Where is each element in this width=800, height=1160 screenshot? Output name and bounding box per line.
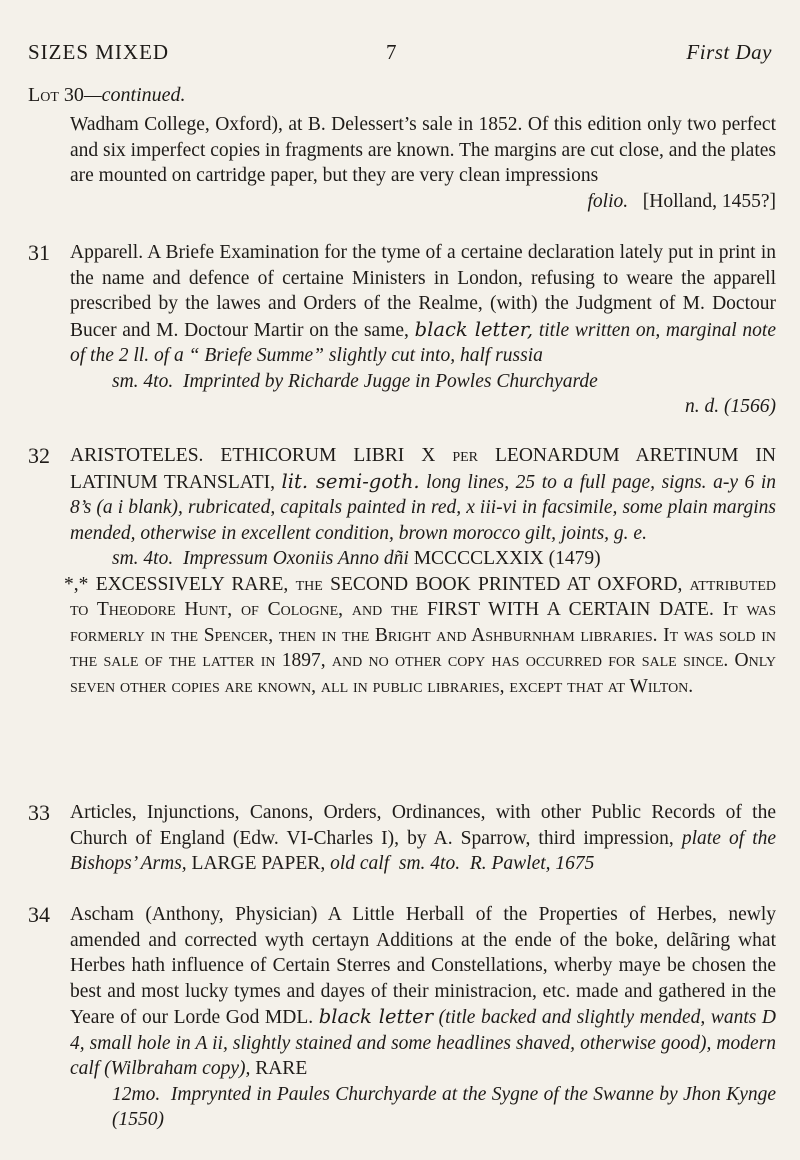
lot-31-imprint: Imprinted by Richarde Jugge in Powles Churchyarde bbox=[182, 370, 598, 392]
lot-32-description: long lines, 25 to a full page, signs. a-y 6 in 8’s (a i blank), rubricated, capitals painted in red, x iii-vi in facsimile, some plain margins mended, otherwise in excellent condition, brown morocco gilt, joints, g. e. bbox=[70, 471, 777, 544]
lot-33-size: sm. 4to. bbox=[398, 853, 461, 874]
lot-33 bbox=[28, 800, 776, 877]
lot-32-note: EXCESSIVELY RARE, the SECOND BOOK PRINTED AT OXFORD, attributed to Theodore Hunt, of Cologne, and the FIRST WITH A CERTAIN DATE. It was formerly in the Spencer, then in the Bright and Ashburnham libraries. It was sold in the sale of the latter in 1897, and no other copy has occurred for sale since. Only seven other copies are known, all in public libraries, except that at Wilton. bbox=[70, 573, 776, 697]
lot-34-imprint: Imprynted in Paules Churchyarde at the Sygne of the Swanne by Jhon Kynge bbox=[170, 1083, 777, 1105]
lot-33-plate: plate of the Bishops’ Arms, bbox=[70, 827, 777, 874]
lot-30-continuation bbox=[28, 112, 776, 214]
lot-number: 34 bbox=[28, 902, 50, 927]
lot-number: 31 bbox=[28, 240, 50, 265]
running-head bbox=[28, 40, 772, 70]
lot-number: 32 bbox=[28, 443, 50, 468]
lot-number: 33 bbox=[28, 800, 50, 825]
lot-34 bbox=[28, 902, 776, 1133]
lot-31-title: Apparell. A Briefe Examination for the tyme of a certaine declaration lately put in print in the name and defence of certaine Ministers in London, refusing to weare the apparell prescribed by the lawes and Orders of the Realme, (with) the Judgment of M. Doctour Bucer and M. Doctour Martir on the same, bbox=[70, 242, 776, 341]
lot-31-date: n. d. (1566) bbox=[685, 396, 776, 417]
lot-33-imprint: R. Pawlet, 1675 bbox=[469, 853, 595, 874]
lot-32-imprint: Impressum Oxoniis Anno dñi bbox=[182, 548, 409, 569]
lot-34-description: (title backed and slightly mended, wants D 4, small hole in A ii, slightly stained and some headlines shaved, otherwise good), modern calf (Wilbraham copy), bbox=[70, 1007, 777, 1079]
lot-34-date: (1550) bbox=[112, 1109, 164, 1130]
page-number: 7 bbox=[386, 40, 397, 64]
note-mark: *,* bbox=[64, 573, 89, 595]
lot-32-date: MCCCCLXXIX (1479) bbox=[413, 548, 601, 569]
lot-32 bbox=[28, 443, 776, 699]
lot-34-rarity: RARE bbox=[255, 1058, 308, 1079]
lot-34-black-letter: black letter bbox=[318, 1005, 434, 1028]
lot-32-letter: lit. semi-goth. bbox=[281, 469, 420, 493]
lot-30-text: Wadham College, Oxford), at B. Delessert’s sale in 1852. Of this edition only two perfect and six imperfect copies in fragments are known. The margins are cut close, and the plates are mounted on cartridge paper, but they are very clean impressions bbox=[70, 114, 776, 186]
lot-header bbox=[28, 84, 186, 107]
running-head-day: First Day bbox=[686, 40, 772, 64]
lot-33-title: Articles, Injunctions, Canons, Orders, Ordinances, with other Public Records of the Church of England (Edw. VI-Charles I), by A. Sparrow, third impression, bbox=[70, 802, 776, 849]
lot-30-size: folio. bbox=[587, 190, 629, 212]
lot-continued: —continued. bbox=[83, 84, 186, 106]
lot-31-description: title written on, marginal note of the 2 ll. of a “ Briefe Summe” slightly cut into, half russia bbox=[70, 319, 777, 366]
lot-34-title: Ascham (Anthony, Physician) A Little Herball of the Properties of Herbes, newly amended and corrected wyth certayn Additions at the ende of the boke, delãring what Herbes hath influence of Certain Sterres and Constellations, wherby maye be chosen the best and most lucky tymes and dayes of their ministracion, etc. made and gathered in the Yeare of our Lorde God MDL. bbox=[70, 904, 776, 1028]
lot-30-imprint: [Holland, 1455?] bbox=[642, 190, 776, 212]
lot-31-black-letter: black letter, bbox=[414, 317, 534, 341]
lot-34-size: 12mo. bbox=[112, 1083, 161, 1105]
lot-31-size: sm. 4to. bbox=[112, 370, 174, 392]
lot-32-title: ARISTOTELES. ETHICORUM LIBRI X per LEONARDUM ARETINUM IN LATINUM TRANSLATI, bbox=[70, 445, 776, 493]
running-head-section: SIZES MIXED bbox=[28, 40, 170, 64]
lot-33-binding: old calf bbox=[330, 853, 390, 874]
lot-label: Lot 30 bbox=[28, 84, 84, 106]
lot-32-size: sm. 4to. bbox=[112, 548, 174, 569]
lot-33-paper: LARGE PAPER, bbox=[191, 853, 326, 874]
lot-31 bbox=[28, 240, 776, 420]
